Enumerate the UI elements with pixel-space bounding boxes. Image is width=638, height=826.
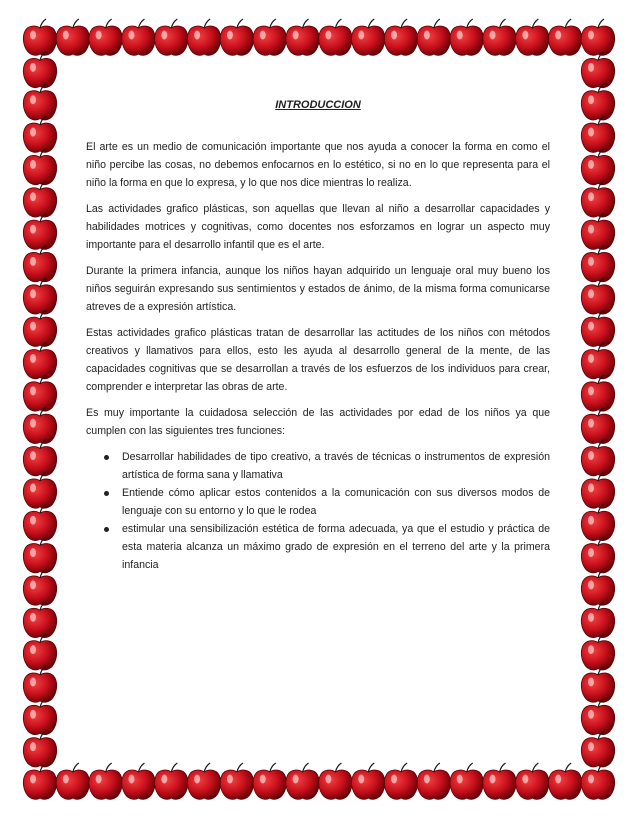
apple-icon — [516, 19, 549, 55]
apple-icon — [89, 763, 122, 799]
apple-icon — [581, 504, 614, 540]
apple-icon — [581, 342, 614, 378]
document-title: INTRODUCCION — [275, 99, 361, 111]
apple-icon — [23, 569, 56, 605]
apple-icon — [23, 278, 56, 314]
list-item-text: Desarrollar habilidades de tipo creativo, a través de técnicas o instrumentos de expresión artística de forma sana y llamativa — [122, 451, 550, 481]
apple-icon — [23, 763, 56, 799]
apple-icon — [352, 19, 385, 55]
apple-icon — [23, 472, 56, 508]
list-item-text: estimular una sensibilización estética de forma adecuada, ya que el estudio y práctica de esta materia alcanza un máximo grado de expresión en el terreno del arte y la primera infancia — [122, 523, 550, 571]
apple-icon — [122, 763, 155, 799]
list-item — [86, 484, 550, 520]
apple-icon — [581, 698, 614, 734]
apple-icon — [89, 19, 122, 55]
bullet-icon — [104, 455, 109, 460]
apple-icon — [23, 84, 56, 120]
apple-icon — [23, 245, 56, 281]
apple-icon — [548, 763, 581, 799]
apple-icon — [23, 181, 56, 217]
apple-icon — [23, 213, 56, 249]
apple-icon — [483, 19, 516, 55]
apple-icon — [122, 19, 155, 55]
apple-icon — [450, 19, 483, 55]
paragraph-4: Estas actividades grafico plásticas tratan de desarrollar las actitudes de los niños con métodos creativos y llamativos para ellos, esto les ayuda al desarrollo general de la mente, de las capacidades cognitivas que se desarrollan a través de los esfuerzos de los individuos para crear, comprender e interpretar las obras de arte. — [86, 327, 550, 393]
paragraph-5: Es muy importante la cuidadosa selección de las actividades por edad de los niños ya que cumplen con las siguientes tres funciones: — [86, 407, 550, 437]
apple-icon — [23, 601, 56, 637]
apple-icon — [220, 19, 253, 55]
apple-icon — [417, 763, 450, 799]
apple-icon — [581, 19, 614, 55]
apple-icon — [581, 763, 614, 799]
apple-icon — [23, 537, 56, 573]
apple-icon — [581, 148, 614, 184]
apple-icon — [516, 763, 549, 799]
apple-icon — [286, 19, 319, 55]
apple-icon — [23, 440, 56, 476]
apple-icon — [417, 19, 450, 55]
apple-icon — [581, 440, 614, 476]
list-item — [86, 448, 550, 484]
apple-icon — [253, 763, 286, 799]
apple-icon — [23, 342, 56, 378]
apple-icon — [581, 213, 614, 249]
apple-icon — [384, 763, 417, 799]
apple-icon — [581, 278, 614, 314]
apple-icon — [581, 407, 614, 443]
document-body — [86, 96, 550, 574]
apple-icon — [548, 19, 581, 55]
bullet-icon — [104, 491, 109, 496]
apple-icon — [319, 19, 352, 55]
apple-icon — [187, 763, 220, 799]
apple-icon — [581, 537, 614, 573]
apple-icon — [286, 763, 319, 799]
list-item-text: Entiende cómo aplicar estos contenidos a la comunicación con sus diversos modos de lenguaje con su entorno y lo que le rodea — [122, 487, 550, 517]
apple-icon — [23, 310, 56, 346]
apple-icon — [220, 763, 253, 799]
apple-icon — [581, 245, 614, 281]
apple-icon — [56, 19, 89, 55]
paragraph-1: El arte es un medio de comunicación importante que nos ayuda a conocer la forma en como el niño percibe las cosas, no debemos enfocarnos en lo estético, si no en lo que representa para el niño la forma en que lo expresa, y lo que nos dice mientras lo realiza. — [86, 141, 550, 189]
apple-icon — [23, 504, 56, 540]
apple-icon — [23, 19, 56, 55]
list-item — [86, 520, 550, 574]
apple-icon — [581, 84, 614, 120]
apple-icon — [450, 763, 483, 799]
apple-icon — [56, 763, 89, 799]
apple-icon — [581, 472, 614, 508]
apple-icon — [155, 19, 188, 55]
apple-icon — [581, 731, 614, 767]
apple-icon — [581, 569, 614, 605]
apple-icon — [23, 51, 56, 87]
apple-icon — [581, 634, 614, 670]
apple-icon — [581, 116, 614, 152]
function-list — [86, 448, 550, 574]
apple-icon — [23, 148, 56, 184]
paragraph-2: Las actividades grafico plásticas, son aquellas que llevan al niño a desarrollar capacidades y habilidades motrices y cognitivas, como docentes nos esforzamos en lograr un aspecto muy importante para el desarrollo infantil que es el arte. — [86, 203, 550, 251]
apple-icon — [581, 666, 614, 702]
apple-icon — [581, 181, 614, 217]
apple-icon — [581, 375, 614, 411]
apple-icon — [23, 116, 56, 152]
apple-icon — [581, 51, 614, 87]
apple-icon — [319, 763, 352, 799]
apple-icon — [187, 19, 220, 55]
apple-icon — [581, 310, 614, 346]
apple-icon — [23, 698, 56, 734]
apple-icon — [384, 19, 417, 55]
apple-icon — [23, 375, 56, 411]
apple-icon — [23, 634, 56, 670]
apple-icon — [352, 763, 385, 799]
apple-icon — [23, 731, 56, 767]
apple-icon — [155, 763, 188, 799]
apple-icon — [253, 19, 286, 55]
paragraph-3: Durante la primera infancia, aunque los niños hayan adquirido un lenguaje oral muy bueno los niños seguirán expresando sus sentimientos y estados de ánimo, de la misma forma comunicarse atreves de a expresión artística. — [86, 265, 550, 313]
apple-icon — [581, 601, 614, 637]
apple-icon — [483, 763, 516, 799]
apple-icon — [23, 666, 56, 702]
bullet-icon — [104, 527, 109, 532]
apple-icon — [23, 407, 56, 443]
